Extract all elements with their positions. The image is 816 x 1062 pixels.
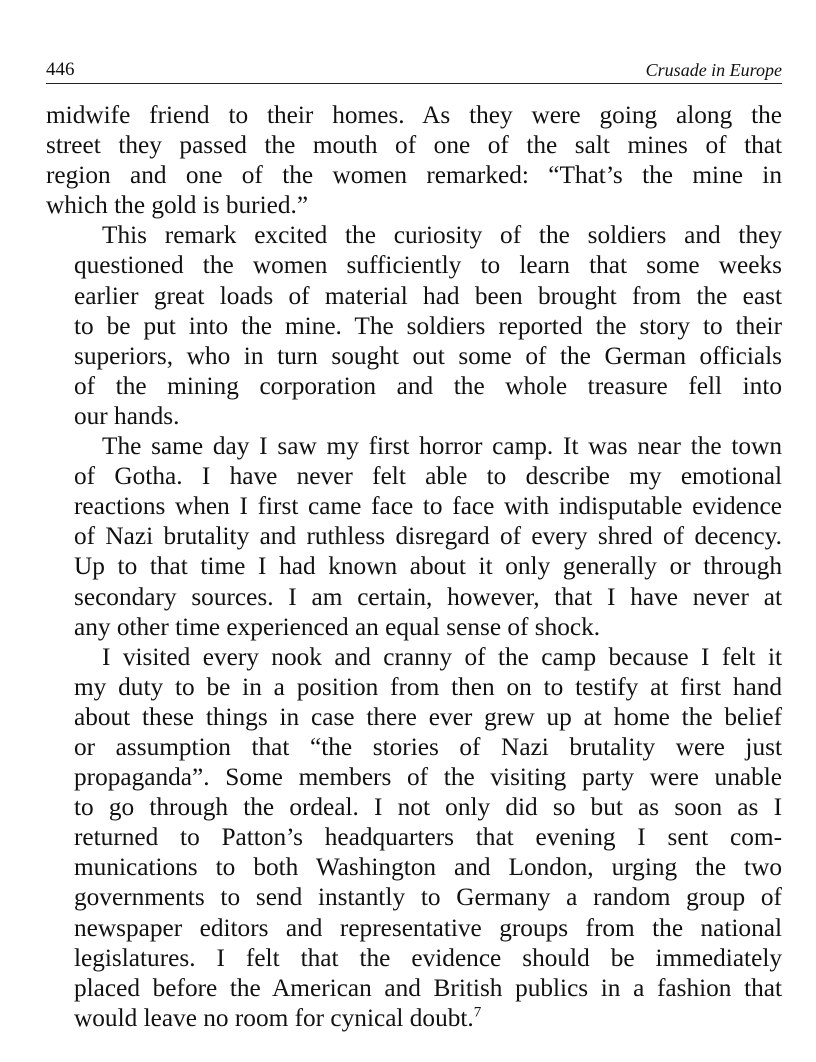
text-line: my duty to be in a position from then on to testify at first hand [74, 672, 782, 701]
text-line: to go through the ordeal. I not only did so but as soon as I [74, 793, 782, 822]
text-line: governments to send instantly to Germany a random group of [74, 883, 782, 912]
text-line: propaganda”. Some members of the visiting party were unable [74, 763, 782, 792]
text-line: street they passed the mouth of one of the salt mines of that [46, 131, 782, 160]
text-line: secondary sources. I am certain, however, that I have never at [74, 582, 782, 611]
text-line: about these things in case there ever grew up at home the belief [74, 702, 782, 731]
text-line: or assumption that “the stories of Nazi brutality were just [74, 732, 782, 761]
final-line-text: would leave no room for cynical doubt. [74, 1003, 474, 1032]
text-line: to be put into the mine. The soldiers reported the story to their [74, 311, 782, 340]
paragraph-4 [46, 642, 782, 1033]
running-header [46, 55, 782, 84]
book-title: Crusade in Europe [645, 60, 782, 80]
paragraph-3 [46, 431, 782, 642]
text-line: of the mining corporation and the whole treasure fell into [74, 371, 782, 400]
footnote-marker[interactable]: 7 [473, 1003, 482, 1021]
text-line: our hands. [74, 401, 180, 430]
text-line-final [46, 1003, 782, 1033]
body-text [46, 100, 782, 1033]
text-line: returned to Patton’s headquarters that evening I sent com- [74, 823, 782, 852]
text-line: questioned the women sufficiently to learn that some weeks [74, 251, 782, 280]
book-page [46, 0, 782, 1062]
page-number: 446 [46, 59, 75, 80]
text-line: This remark excited the curiosity of the soldiers and they [102, 221, 782, 250]
text-line: newspaper editors and representative groups from the national [74, 913, 782, 942]
text-line: reactions when I first came face to face with indisputable evidence [74, 492, 782, 521]
text-line: any other time experienced an equal sense of shock. [74, 612, 601, 641]
paragraph-1 [46, 100, 782, 220]
text-line: of Nazi brutality and ruthless disregard of every shred of decency. [74, 522, 782, 551]
text-line: region and one of the women remarked: “That’s the mine in [46, 161, 782, 190]
text-line: earlier great loads of material had been brought from the east [74, 281, 782, 310]
text-line: Up to that time I had known about it only generally or through [74, 552, 782, 581]
paragraph-2 [46, 220, 782, 431]
text-line: midwife friend to their homes. As they were going along the [46, 101, 782, 129]
text-line: which the gold is buried.” [46, 191, 309, 220]
text-line: I visited every nook and cranny of the camp because I felt it [102, 642, 782, 671]
text-line: superiors, who in turn sought out some of the German officials [74, 341, 782, 370]
text-line: of Gotha. I have never felt able to describe my emotional [74, 462, 782, 491]
text-line: legislatures. I felt that the evidence should be immediately [74, 943, 782, 972]
text-line: munications to both Washington and London, urging the two [74, 853, 782, 882]
text-line: placed before the American and British publics in a fashion that [74, 973, 782, 1002]
text-line: The same day I saw my first horror camp. It was near the town [102, 432, 782, 461]
